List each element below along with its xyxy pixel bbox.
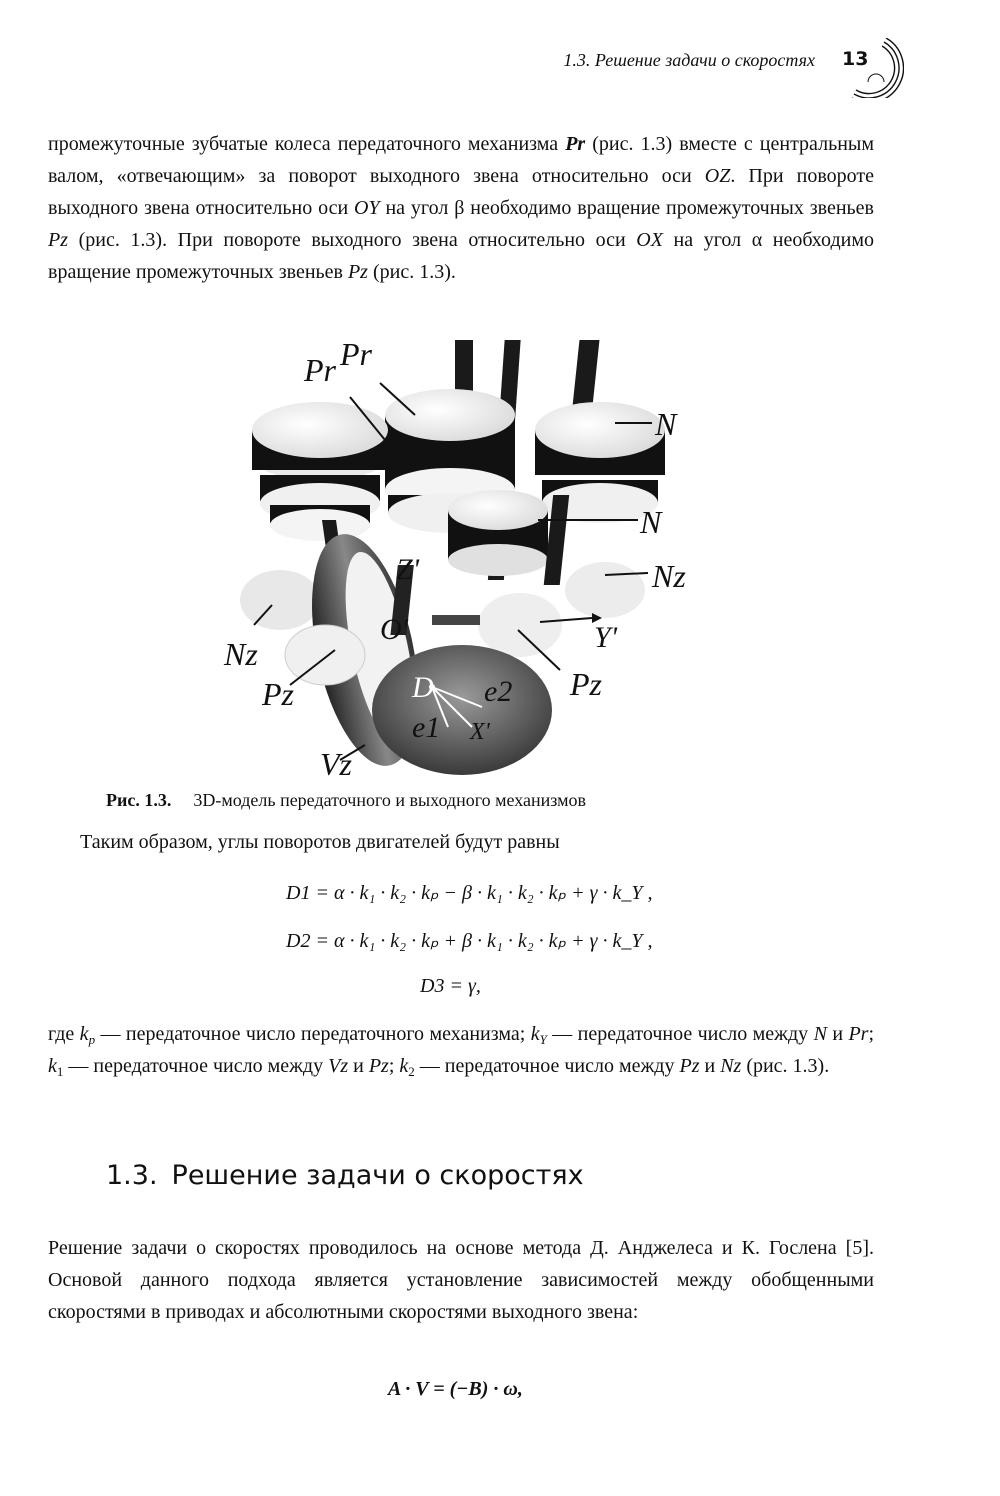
label-z-axis: Z' xyxy=(396,553,420,586)
gear-left xyxy=(252,402,388,541)
label-pr-1: Pr xyxy=(304,352,336,388)
figure-3d-model xyxy=(200,335,720,785)
section-title: Решение задачи о скоростях xyxy=(171,1160,584,1191)
label-nz-right: Nz xyxy=(652,558,686,594)
wheel-nz-left xyxy=(240,570,320,630)
figure-caption xyxy=(106,790,806,811)
label-pr-2: Pr xyxy=(340,336,372,372)
label-x-axis: X' xyxy=(470,719,490,745)
caption-label: Рис. 1.3. xyxy=(106,790,172,810)
label-n-1: N xyxy=(655,406,677,442)
output-ball-d xyxy=(372,645,552,775)
disc-pz-right xyxy=(478,593,562,657)
formula-d2: D2 = α · k₁ · k₂ · kₚ + β · k₁ · k₂ · kₚ + γ · k_Y , xyxy=(286,930,653,952)
page-number: 13 xyxy=(842,48,869,70)
label-e2: e2 xyxy=(484,675,513,708)
label-origin: O' xyxy=(380,613,409,646)
formula-d3: D3 = γ, xyxy=(420,975,481,997)
label-e1: e1 xyxy=(412,711,441,744)
caption-text: 3D-модель передаточного и выходного механизмов xyxy=(193,790,587,810)
label-vz: Vz xyxy=(320,746,352,782)
label-pz-left: Pz xyxy=(262,676,294,712)
formula-d1: D1 = α · k₁ · k₂ · kₚ − β · k₁ · k₂ · kₚ + γ · k_Y , xyxy=(286,882,653,904)
label-pz-right: Pz xyxy=(570,666,602,702)
paragraph-motor-angles: Таким образом, углы поворотов двигателей будут равны xyxy=(80,831,560,853)
label-n-2: N xyxy=(640,504,662,540)
paragraph-velocity-method: Решение задачи о скоростях проводилось на основе метода Д. Анджелеса и К. Гослена [5]. Основой данного подхода является установление зависимостей между обобщенными скоростями в приводах и абсолютными скоростями выходного звена: xyxy=(48,1237,874,1323)
paragraph-ratios: где $k_p$ — передаточное число передаточного механизма; $k_Y$ — передаточное число между N и Pr; $k_1$ — передаточное число между Vz и Pz; $k_2$ — передаточное число между Pz и Nz (рис. 1.3). xyxy=(48,1023,874,1079)
formula-av: A · V = (−B) · ω, xyxy=(388,1378,523,1400)
page-number-ornament xyxy=(838,38,904,98)
gear-front xyxy=(448,490,548,576)
paragraph-intro: промежуточные зубчатые колеса передаточного механизма Pr (рис. 1.3) вместе с центральным валом, «отвечающим» за поворот выходного звена относительно оси OZ. При повороте выходного звена относительно оси OY на угол β необходимо вращение промежуточных звеньев Pz (рис. 1.3). При повороте выходного звена относительно оси OX на угол α необходимо вращение промежуточных звеньев Pz (рис. 1.3). xyxy=(48,133,875,283)
running-title: 1.3. Решение задачи о скоростях xyxy=(563,50,815,70)
wheel-nz-right xyxy=(565,562,645,618)
label-nz-left: Nz xyxy=(224,636,258,672)
label-y-axis: Y' xyxy=(594,621,618,654)
label-d: D xyxy=(412,671,434,704)
section-number: 1.3. xyxy=(106,1160,158,1191)
section-heading xyxy=(106,1160,584,1191)
disc-pz-left xyxy=(285,625,365,685)
